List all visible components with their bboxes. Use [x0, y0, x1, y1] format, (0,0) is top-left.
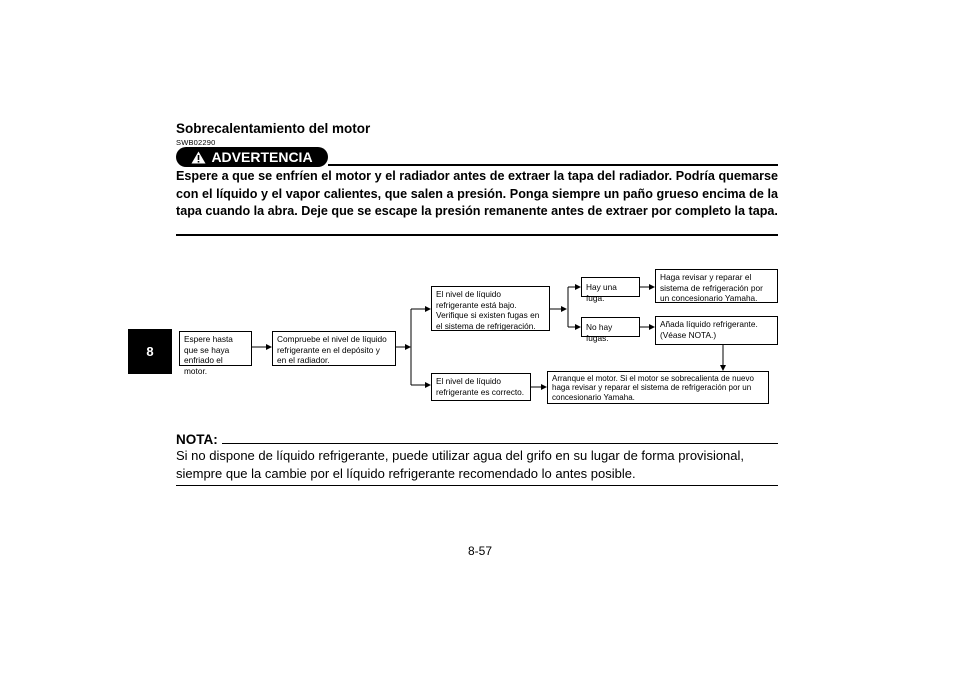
- flow-box-add: Añada líquido refrigerante. (Véase NOTA.): [655, 316, 778, 345]
- flow-box-wait: Espere hasta que se haya enfriado el motor.: [179, 331, 252, 366]
- flow-box-low: El nivel de líquido refrigerante está bajo. Verifique si existen fugas en el sistema de refrigeración.: [431, 286, 550, 331]
- flow-box-check: Compruebe el nivel de líquido refrigerante en el depósito y en el radiador.: [272, 331, 396, 366]
- flow-box-repair: Haga revisar y reparar el sistema de refrigeración por un concesionario Yamaha.: [655, 269, 778, 303]
- chapter-tab: 8: [128, 329, 172, 374]
- page-number: 8-57: [467, 544, 493, 558]
- note-bottom-rule: [176, 485, 778, 486]
- note-text: Si no dispone de líquido refrigerante, puede utilizar agua del grifo en su lugar de forma provisional, siempre que la cambie por el líquido refrigerante recomendado lo antes posible.: [176, 448, 745, 481]
- flow-box-no-leak: No hay fugas.: [581, 317, 640, 337]
- reference-code: SWB02290: [176, 138, 216, 147]
- flow-box-start: Arranque el motor. Si el motor se sobrecalienta de nuevo haga revisar y reparar el sistema de refrigeración por un concesionario Yamaha.: [547, 371, 769, 404]
- flow-box-leak: Hay una fuga.: [581, 277, 640, 297]
- warning-text: Espere a que se enfríen el motor y el radiador antes de extraer la tapa del radiador. Podría quemarse con el líquido y el vapor calientes, que salen a presión. Ponga siempre un paño grueso encima de la tapa cuando la abra. Deje que se escape la presión remanente antes de extraer por completo la tapa.: [176, 169, 778, 218]
- warning-label: ADVERTENCIA: [211, 149, 313, 165]
- note-label: NOTA:: [176, 432, 218, 447]
- note-rule: [222, 443, 778, 444]
- flow-box-correct: El nivel de líquido refrigerante es correcto.: [431, 373, 531, 401]
- section-title: Sobrecalentamiento del motor: [176, 121, 371, 136]
